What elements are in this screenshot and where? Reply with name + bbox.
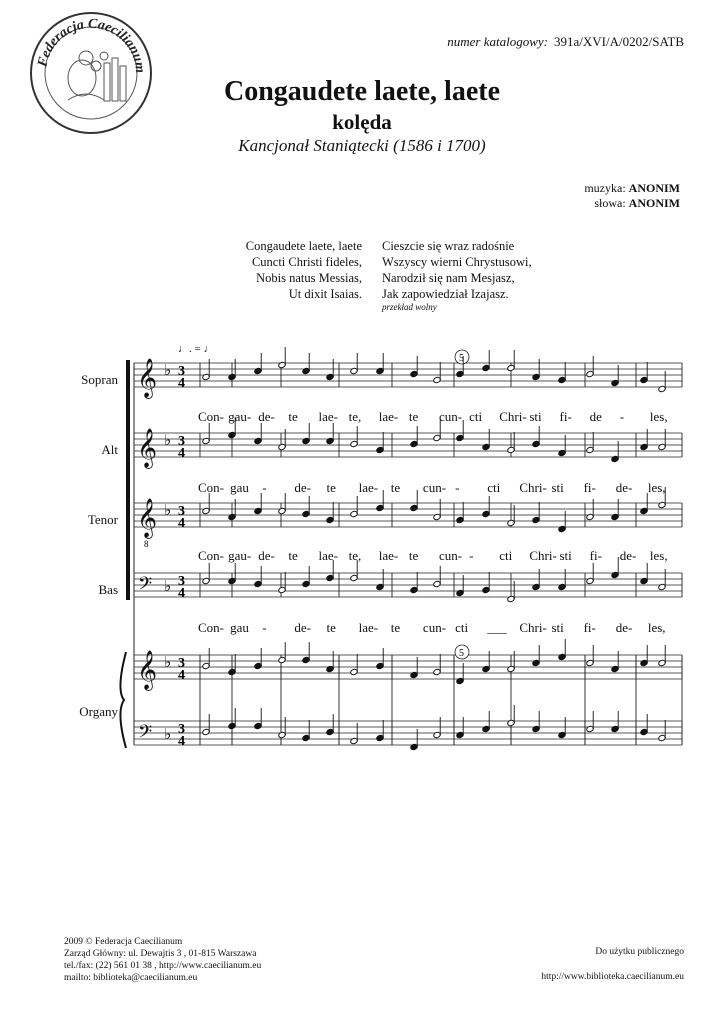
lyric-syllable: fi- (583, 480, 596, 495)
piece-source: Kancjonał Staniątecki (1586 i 1700) (238, 136, 486, 155)
lyric-syllable: gau (230, 620, 249, 635)
organ-brace (120, 652, 126, 748)
measure-number: 5 (459, 648, 464, 659)
lyric-syllable: Con- (198, 548, 224, 563)
treble-clef-icon: 𝄞 (137, 650, 158, 690)
footer-license (541, 946, 684, 984)
lyric-syllable: te (326, 480, 336, 495)
lyric-syllable: cti (455, 620, 469, 635)
lyric-syllable: lae- (378, 548, 399, 563)
footer-line: mailto: biblioteka@caecilianum.eu (64, 973, 198, 983)
translation-note: przekład wolny (382, 302, 437, 312)
lyric-syllable: lae- (318, 409, 338, 424)
lyric-syllable: Con- (198, 620, 224, 635)
lyric-syllable: - (619, 409, 625, 424)
lyric-syllable: de- (615, 480, 633, 495)
lyric-syllable: te (288, 409, 298, 424)
lyric-syllable: lae- (358, 480, 379, 495)
lyric-syllable: te (408, 409, 419, 424)
flat-icon: ♭ (164, 725, 172, 743)
lyric-syllable: gau- (228, 548, 252, 563)
time-signature-top: 3 (178, 364, 185, 379)
lyric-line: Jak zapowiedział Izajasz. (382, 287, 509, 301)
flat-icon: ♭ (164, 361, 172, 379)
lyric-syllable: Con- (198, 409, 224, 424)
lyric-syllable: lae- (318, 548, 338, 563)
bass-clef-icon: 𝄢 (138, 574, 153, 599)
library-link[interactable]: http://www.biblioteka.caecilianum.eu (541, 972, 684, 982)
lyric-line: Ut dixit Isaias. (288, 287, 362, 301)
lyric-syllable: cun- (439, 548, 463, 563)
lyric-syllable: Con- (198, 480, 224, 495)
lyric-syllable: gau (230, 480, 249, 495)
music-credit-label: muzyka: (584, 181, 626, 195)
treble-clef-icon: 𝄞 (137, 428, 158, 468)
time-signature-top: 3 (178, 656, 185, 671)
lyric-syllable: te, (348, 548, 362, 563)
words-credit-value: ANONIM (628, 196, 680, 210)
words-credit-label: słowa: (594, 196, 626, 210)
footer-publisher (64, 936, 261, 984)
lyric-syllable: Chri- (529, 548, 557, 563)
lyric-line: Wszyscy wierni Chrystusowi, (382, 255, 532, 269)
lyric-syllable: de- (294, 480, 311, 495)
lyric-syllable: cun- (422, 620, 447, 635)
lyric-syllable: de (589, 409, 602, 424)
footer-line: 2009 © Federacja Caecilianum (64, 937, 183, 947)
voice-label-alt: Alt (101, 442, 118, 457)
lyric-line: Nobis natus Messias, (256, 271, 362, 285)
svg-text:Federacja Caecilianum: Federacja Caecilianum (35, 16, 148, 74)
time-signature-bottom: 4 (178, 516, 185, 531)
footer-line: Zarząd Główny: ul. Dewajtis 3 , 01-815 Warszawa (64, 949, 257, 959)
lyric-syllable: cun- (422, 480, 447, 495)
time-signature-bottom: 4 (178, 668, 185, 683)
piece-title: Congaudete laete, laete (223, 76, 501, 107)
lyric-syllable: Chri- (499, 409, 527, 424)
lyric-syllable: te (326, 620, 336, 635)
treble-clef-icon: 𝄞 (137, 358, 158, 398)
time-signature-top: 3 (178, 722, 185, 737)
lyric-line: Cuncti Christi fideles, (251, 255, 362, 269)
lyric-syllable: fi- (589, 548, 602, 563)
time-signature-top: 3 (178, 504, 185, 519)
music-credit-value: ANONIM (628, 181, 680, 195)
flat-icon: ♭ (164, 577, 172, 595)
footer-line: tel./fax: (22) 561 01 38 , http://www.caecilianum.eu (64, 961, 262, 971)
time-signature-top: 3 (178, 574, 185, 589)
lyric-syllable: Chri- (519, 620, 547, 635)
lyric-syllable: les, (647, 480, 666, 495)
lyric-syllable: cti (487, 480, 501, 495)
lyric-syllable: de- (258, 548, 275, 563)
bass-clef-icon: 𝄢 (138, 722, 153, 747)
lyric-syllable: cti (499, 548, 513, 563)
lyric-syllable: fi- (559, 409, 572, 424)
lyric-syllable: lae- (378, 409, 399, 424)
public-use-note: Do użytku publicznego (595, 947, 684, 957)
tempo-mark: ♩. = ♩ (178, 343, 215, 355)
catalog-value: 391a/XVI/A/0202/SATB (554, 34, 684, 49)
lyric-syllable: sti (551, 620, 564, 635)
lyric-syllable: les, (649, 409, 668, 424)
flat-icon: ♭ (164, 501, 172, 519)
lyric-line: Congaudete laete, laete (245, 239, 362, 253)
lyric-syllable: - (469, 548, 474, 563)
time-signature-top: 3 (178, 434, 185, 449)
lyric-syllable: te (408, 548, 419, 563)
voice-label-bas: Bas (98, 582, 118, 597)
flat-icon: ♭ (164, 431, 172, 449)
catalog-label: numer katalogowy: (447, 34, 548, 49)
choir-bracket (126, 360, 130, 600)
octave-mark: 8 (144, 539, 149, 549)
lyric-syllable: te (288, 548, 298, 563)
lyric-syllable: de- (258, 409, 275, 424)
treble-clef-icon: 𝄞 (137, 498, 158, 538)
lyric-syllable: les, (647, 620, 666, 635)
lyric-syllable: sti (529, 409, 542, 424)
lyric-syllable: cti (469, 409, 483, 424)
lyric-syllable: te (390, 480, 401, 495)
lyric-syllable: fi- (583, 620, 596, 635)
lyric-syllable: les, (649, 548, 668, 563)
voice-label-sopran: Sopran (81, 372, 118, 387)
lyric-syllable: - (262, 480, 267, 495)
time-signature-bottom: 4 (178, 376, 185, 391)
lyric-syllable: gau- (228, 409, 252, 424)
lyric-syllable: sti (559, 548, 572, 563)
lyric-line: Cieszcie się wraz radośnie (382, 239, 515, 253)
lyric-syllable: - (455, 480, 460, 495)
lyric-syllable: Chri- (519, 480, 547, 495)
lyric-line: Narodził się nam Mesjasz, (382, 271, 515, 285)
lyric-syllable: lae- (358, 620, 379, 635)
lyric-syllable: te (390, 620, 401, 635)
lyric-syllable: cun- (439, 409, 463, 424)
lyric-syllable: - (262, 620, 267, 635)
time-signature-bottom: 4 (178, 734, 185, 749)
voice-label-organy: Organy (79, 704, 118, 719)
flat-icon: ♭ (164, 653, 172, 671)
time-signature-bottom: 4 (178, 446, 185, 461)
piece-subtitle: kolęda (332, 110, 392, 134)
time-signature-bottom: 4 (178, 586, 185, 601)
lyric-syllable: de- (619, 548, 637, 563)
voice-label-tenor: Tenor (87, 512, 118, 527)
lyric-syllable: ___ (487, 620, 507, 635)
lyric-syllable: de- (615, 620, 633, 635)
lyric-syllable: sti (551, 480, 564, 495)
measure-number: 5 (459, 353, 464, 364)
lyric-syllable: de- (294, 620, 311, 635)
lyric-syllable: te, (348, 409, 362, 424)
